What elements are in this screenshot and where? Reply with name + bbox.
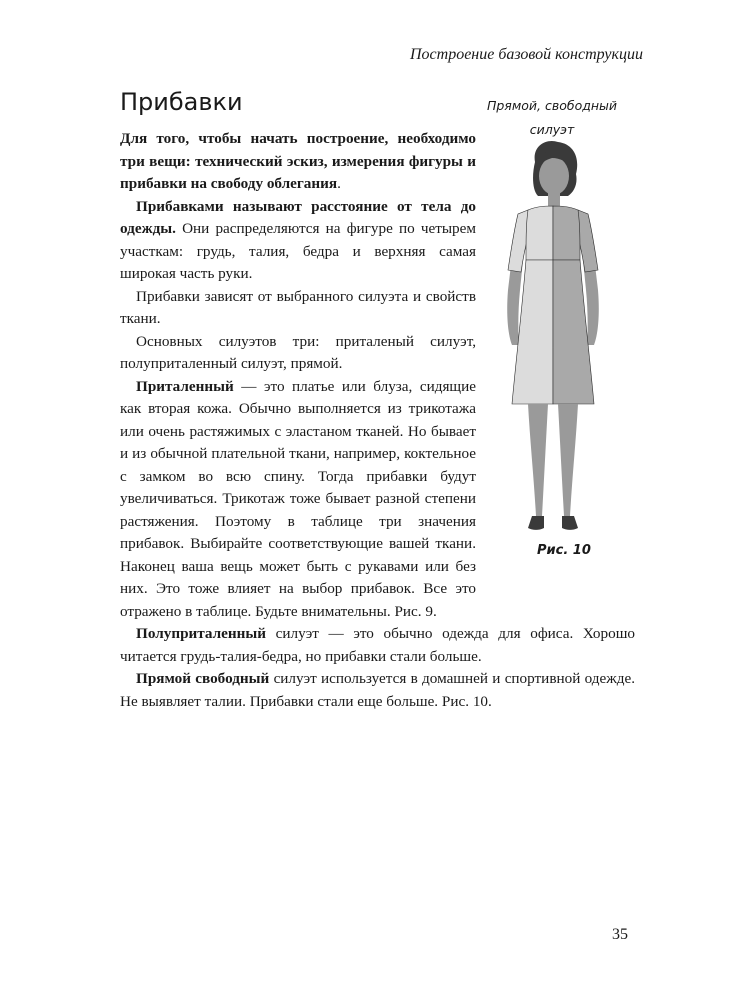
paragraph-2-bold: Прибавками называют расстояние от тела до одежды. (120, 197, 476, 237)
running-head: Построение базовой конструкции (409, 46, 643, 63)
paragraph-7-text: силуэт используется в домашней и спортивной одежде. Не выявляет талии. Прибавки стали еще больше. Рис. 10. (120, 670, 635, 710)
paragraph-4 (120, 331, 476, 376)
figure-caption-line-2: силуэт (529, 122, 575, 137)
paragraph-3 (120, 286, 476, 331)
figure-label: Рис. 10 (537, 543, 591, 558)
paragraph-6 (120, 623, 635, 668)
body-text (120, 128, 635, 713)
figure-caption-line-1: Прямой, свободный (486, 98, 618, 113)
page-title: Прибавки (120, 88, 243, 116)
paragraph-1-text: . (337, 175, 341, 192)
paragraph-5-bold: Приталенный (136, 377, 234, 395)
paragraph-4-text: Основных силуэтов три: приталеный силуэт, полуприталенный силуэт, прямой. (120, 332, 476, 372)
paragraph-5 (120, 376, 476, 624)
paragraph-6-text: силуэт — это обычно одежда для офиса. Хорошо читается грудь-талия-бедра, но прибавки стали больше. (120, 625, 635, 665)
paragraph-3-text: Прибавки зависят от выбранного силуэта и свойств ткани. (120, 287, 476, 327)
paragraph-6-bold: Полуприталенный (136, 625, 267, 642)
paragraph-7-bold: Прямой свободный (136, 670, 270, 687)
paragraph-2-text: Они распределяются на фигуре по четырем участкам: грудь, талия, бедра и верхняя самая широкая часть руки. (120, 220, 476, 282)
paragraph-5-text: — это платье или блуза, сидящие как вторая кожа. Обычно выполняется из трикотажа или очень растяжимых с эластаном тканей. Но бывает и из обычной плательной ткани, например, коктельное с замком во всю спину. Тогда прибавки будут увеличиваться. Трикотаж тоже бывает разной степени растяжения. Поэтому в таблице три значения прибавок. Выбирайте соответствующие вашей ткани. Наконец ваша вещь может быть с рукавами или без них. Это тоже влияет на выбор прибавок. Все это отражено в таблице. Будьте внимательны. Рис. 9. (120, 377, 476, 620)
page-number: 35 (612, 926, 628, 943)
paragraph-2 (120, 196, 476, 286)
paragraph-7 (120, 668, 635, 713)
paragraph-1 (120, 128, 476, 196)
paragraph-1-bold: Для того, чтобы начать построение, необходимо три вещи: технический эскиз, измерения фигуры и прибавки на свободу облегания (120, 130, 476, 192)
